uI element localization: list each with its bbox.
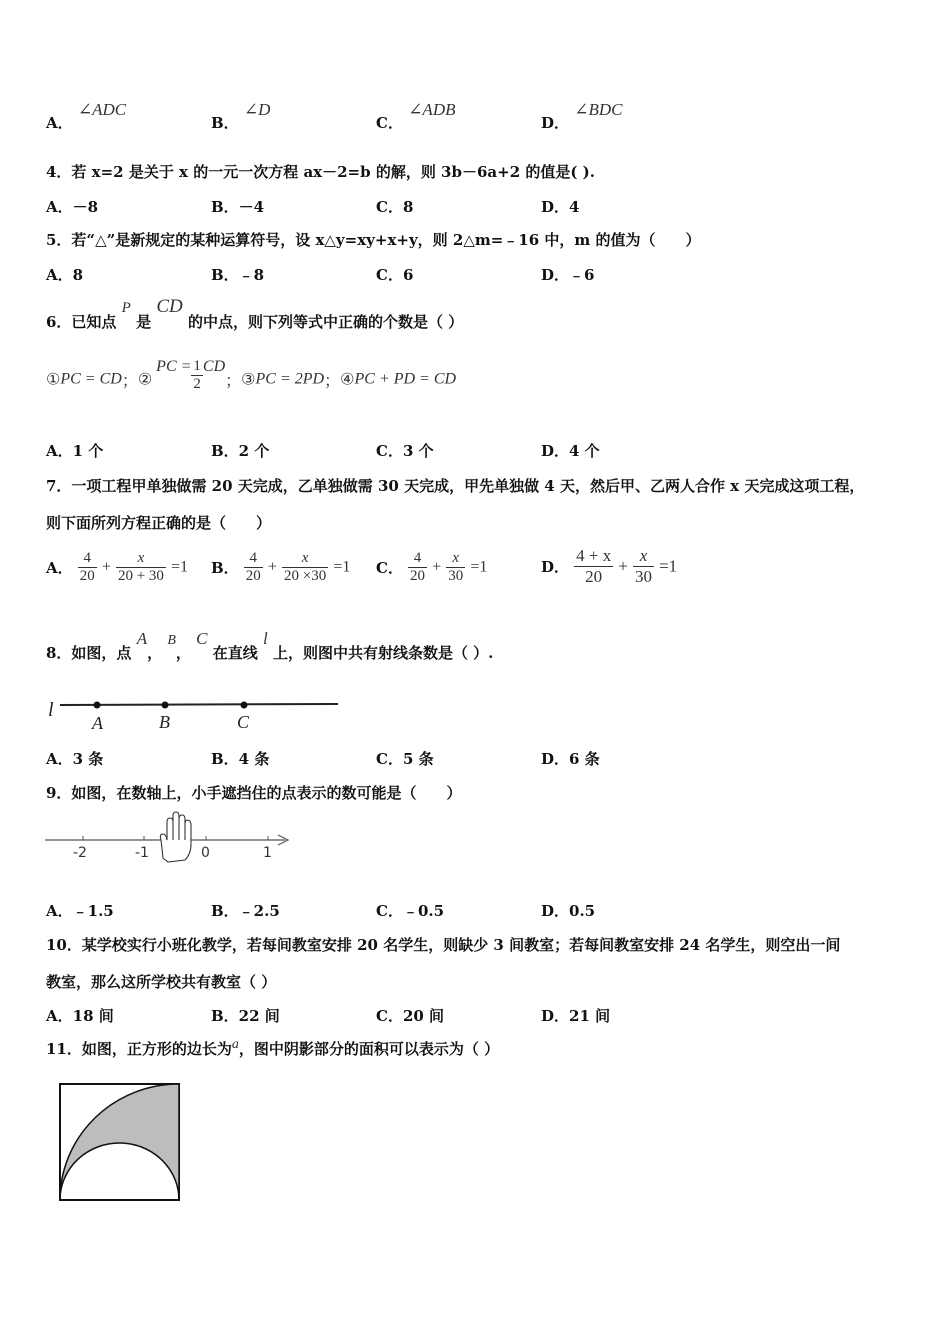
q4-option-c: C．8 — [376, 198, 414, 216]
q7-b-f1-den: 20 — [245, 568, 261, 584]
q6-eq1: PC = CD — [60, 370, 122, 388]
q8-option-a: A．3 条 — [46, 750, 104, 768]
q7-d-letter: D． — [541, 558, 570, 576]
q9-number-line-figure — [40, 810, 300, 865]
q6-option-b: B．2 个 — [211, 442, 270, 460]
q11-square-figure — [56, 1080, 186, 1206]
q5-question: 5．若“△”是新规定的某种运算符号，设 x△y=xy+x+y，则 2△m=﹣16 中，m 的值为（ ） — [46, 231, 701, 249]
q6-option-a: A．1 个 — [46, 442, 104, 460]
q7-a-f2-num: x — [116, 550, 166, 568]
q7-a-frac1 — [78, 550, 97, 585]
q6-eq2-mark: ② — [137, 371, 153, 389]
q8-comma2: ， — [175, 644, 191, 662]
q8-point-a: A — [136, 629, 148, 648]
q8-suffix: 上，则图中共有射线条数是（ ）. — [272, 644, 494, 662]
q8-option-c: C．5 条 — [376, 750, 434, 768]
q4-option-a: A．－8 — [46, 198, 99, 216]
q6-is: 是 — [136, 313, 152, 331]
q8-fig-label-c: C — [237, 712, 250, 732]
q9-tick-label-neg1: -1 — [135, 845, 149, 861]
q7-option-b — [211, 550, 350, 585]
q7-d-f1-den: 20 — [585, 567, 603, 586]
q7-d-f2-num: x — [633, 546, 654, 567]
q7-d-frac1 — [574, 546, 613, 587]
q3-option-b-math: ∠D — [243, 100, 271, 119]
q6-segment-cd: CD — [156, 296, 183, 317]
q5-option-d: D．﹣6 — [541, 266, 595, 284]
q5-option-b: B．﹣8 — [211, 266, 265, 284]
q4-question: 4．若 x=2 是关于 x 的一元一次方程 ax－2=b 的解，则 3b－6a+2 的值是( ). — [46, 163, 595, 181]
q8-point-c: C — [196, 629, 208, 648]
q6-suffix: 的中点，则下列等式中正确的个数是（ ） — [187, 313, 464, 331]
q7-a-f2-den: 20 + 30 — [117, 568, 164, 584]
q6-point-p: P — [121, 300, 131, 316]
q7-c-frac1 — [408, 550, 427, 585]
q11-var-a: a — [231, 1037, 239, 1052]
q5-option-c: C．6 — [376, 266, 414, 284]
q9-option-b: B．﹣2.5 — [211, 902, 280, 920]
q7-a-plus: + — [101, 558, 111, 576]
q7-b-f2-den: 20 ×30 — [284, 568, 327, 584]
q10-option-d: D．21 间 — [541, 1007, 611, 1025]
q7-b-frac1 — [244, 550, 263, 585]
q9-option-d: D．0.5 — [541, 902, 596, 920]
q5-option-a: A．8 — [46, 266, 84, 284]
q7-a-rhs: =1 — [171, 558, 189, 576]
q7-a-frac2 — [116, 550, 166, 585]
q9-option-a: A．﹣1.5 — [46, 902, 114, 920]
q7-option-c — [376, 550, 487, 585]
q6-eq2-num: 1 — [193, 358, 201, 374]
q3-option-b — [211, 100, 271, 133]
q8-fig-line — [60, 704, 338, 705]
q7-b-rhs: =1 — [333, 558, 351, 576]
q7-c-f1-den: 20 — [410, 568, 426, 584]
q6-eq2-frac — [191, 358, 203, 393]
q6-eq2-lhs: PC = — [156, 357, 192, 375]
q6-sep3: ； — [324, 373, 341, 390]
q10-option-b: B．22 间 — [211, 1007, 280, 1025]
q8-prefix: 8．如图，点 — [46, 644, 132, 662]
q6-sep1: ； — [121, 373, 138, 390]
q9-question: 9．如图，在数轴上，小手遮挡住的点表示的数可能是（ ） — [46, 784, 462, 802]
q6-eq1-mark: ① — [46, 371, 61, 389]
q3-option-b-letter: B． — [211, 114, 239, 132]
q7-c-frac2 — [446, 550, 465, 585]
q3-option-d-math: ∠BDC — [574, 100, 623, 119]
q8-fig-point-b — [162, 702, 169, 709]
q7-b-plus: + — [267, 558, 277, 576]
q6-eq3-mark: ③ — [241, 371, 256, 389]
q10-question-line2: 教室，那么这所学校共有教室（ ） — [46, 973, 277, 991]
q6-eq2-rhs: CD — [202, 357, 226, 375]
q7-b-letter: B． — [211, 559, 239, 577]
q3-option-a-letter: A． — [46, 114, 73, 132]
q11-suffix: ，图中阴影部分的面积可以表示为（ ） — [238, 1040, 500, 1058]
q7-question-line1: 7．一项工程甲单独做需 20 天完成，乙单独做需 30 天完成，甲先单独做 4 天，然后甲、乙两人合作 x 天完成这项工程， — [46, 477, 865, 495]
q8-line-figure — [40, 690, 350, 735]
q6-eq4-mark: ④ — [340, 371, 355, 389]
q6-eq2-den: 2 — [193, 376, 201, 392]
q3-option-c — [376, 100, 456, 133]
q3-option-d — [541, 100, 623, 133]
q3-option-a — [46, 100, 127, 133]
q8-mid: 在直线 — [212, 644, 258, 662]
q7-b-frac2 — [282, 550, 328, 585]
q6-eq3: PC = 2PD — [255, 370, 325, 388]
q9-tick-label-1: 1 — [263, 845, 272, 861]
q7-a-letter: A． — [46, 559, 73, 577]
q3-option-a-math: ∠ADC — [77, 100, 127, 119]
q7-b-f2-num: x — [282, 550, 328, 568]
q7-c-plus: + — [432, 558, 442, 576]
q6-eq4: PC + PD = CD — [354, 370, 457, 388]
q8-point-b: B — [167, 633, 176, 648]
q8-question — [46, 628, 494, 662]
q6-prefix: 6．已知点 — [46, 313, 117, 331]
q7-c-f1-num: 4 — [408, 550, 427, 568]
q7-option-a — [46, 550, 188, 585]
q7-c-f2-den: 30 — [448, 568, 464, 584]
q8-line-l: l — [262, 629, 268, 648]
q7-d-plus: + — [618, 556, 628, 576]
q8-fig-point-a — [94, 702, 101, 709]
q11-question — [46, 1038, 499, 1059]
q8-fig-label-b: B — [159, 712, 170, 732]
q10-option-c: C．20 间 — [376, 1007, 445, 1025]
q6-sep2: ； — [225, 373, 242, 390]
q6-option-d: D．4 个 — [541, 442, 600, 460]
q7-b-f1-num: 4 — [244, 550, 263, 568]
q8-option-b: B．4 条 — [211, 750, 270, 768]
hand-icon — [160, 812, 191, 862]
q9-option-c: C．﹣0.5 — [376, 902, 445, 920]
q8-option-d: D．6 条 — [541, 750, 600, 768]
q7-d-f2-den: 30 — [634, 567, 652, 586]
q7-c-f2-num: x — [446, 550, 465, 568]
q6-option-c: C．3 个 — [376, 442, 434, 460]
q8-fig-point-c — [241, 702, 248, 709]
q9-tick-label-0: 0 — [201, 845, 210, 861]
q8-comma1: ， — [147, 644, 163, 662]
q7-c-rhs: =1 — [470, 558, 488, 576]
q7-question-line2: 则下面所列方程正确的是（ ） — [46, 514, 272, 532]
q11-prefix: 11．如图，正方形的边长为 — [46, 1040, 232, 1058]
q3-option-c-letter: C． — [376, 114, 403, 132]
q7-d-rhs: =1 — [659, 556, 678, 576]
q7-a-f1-den: 20 — [79, 568, 95, 584]
q7-option-d — [541, 546, 677, 587]
q4-option-b: B．－4 — [211, 198, 265, 216]
q8-fig-line-label: l — [48, 699, 54, 721]
q7-a-f1-num: 4 — [78, 550, 97, 568]
q7-c-letter: C． — [376, 559, 403, 577]
q7-d-f1-num: 4 + x — [576, 546, 612, 565]
q6-equations — [46, 357, 457, 397]
q10-option-a: A．18 间 — [46, 1007, 114, 1025]
q3-option-c-math: ∠ADB — [408, 100, 456, 119]
q3-option-d-letter: D． — [541, 114, 570, 132]
q10-question-line1: 10．某学校实行小班化教学，若每间教室安排 20 名学生，则缺少 3 间教室；若每间教室安排 24 名学生，则空出一间 — [46, 936, 841, 954]
q7-d-frac2 — [633, 546, 654, 587]
q6-question — [46, 296, 464, 331]
q4-option-d: D．4 — [541, 198, 580, 216]
q9-tick-label-neg2: -2 — [73, 845, 87, 861]
q8-fig-label-a: A — [92, 713, 103, 733]
